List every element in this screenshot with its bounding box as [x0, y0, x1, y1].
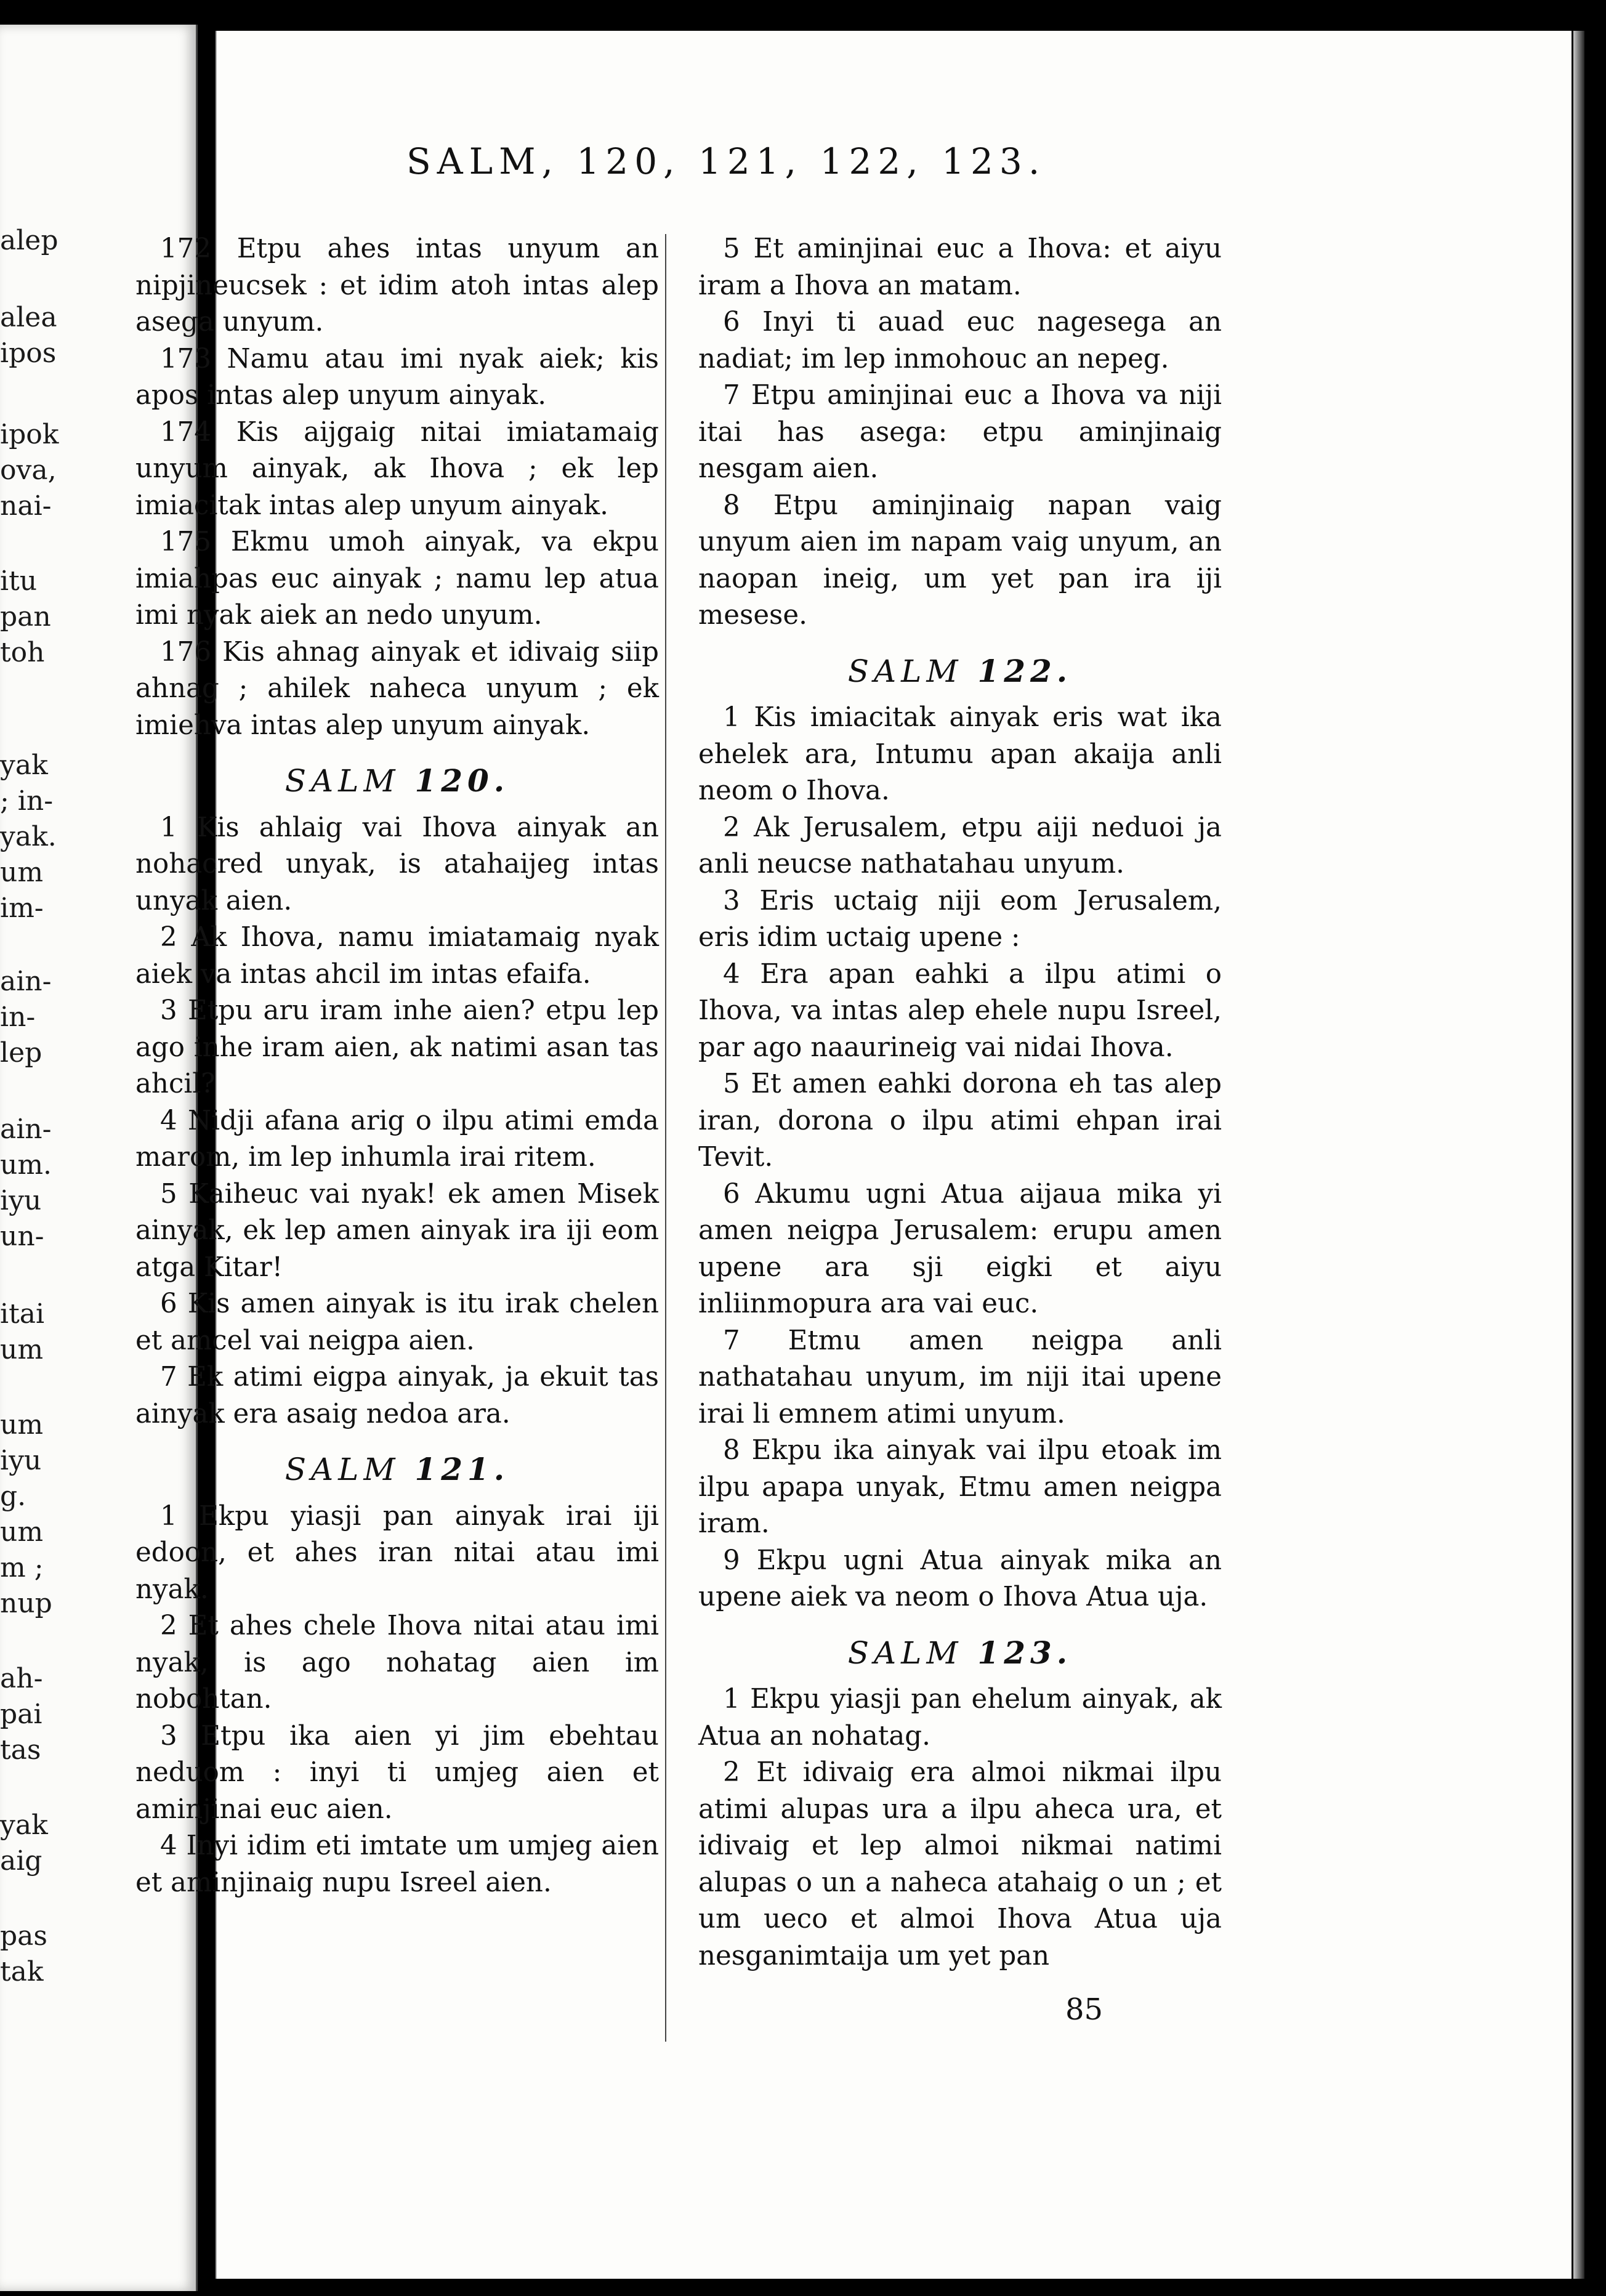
facing-page-fragment: nai-: [0, 490, 52, 522]
verse: 5 Kaiheuc vai nyak! ek amen Misek ainyak, ek lep amen ainyak ira iji eom atga Kitar!: [135, 1178, 659, 1283]
facing-page-fragment: yak: [0, 1809, 48, 1841]
psalm-title: [135, 1451, 659, 1489]
facing-page-fragment: un-: [0, 1221, 44, 1252]
psalm-title: [698, 653, 1222, 690]
facing-page-fragment: g.: [0, 1481, 26, 1512]
psalm-title-number: 120.: [414, 762, 510, 799]
facing-page-fragment: um: [0, 857, 44, 888]
verse: 176 Kis ahnag ainyak et idivaig siip ahnag ; ahilek naheca unyum ; ek imiehva intas alep unyum ainyak.: [135, 636, 659, 741]
facing-page-fragment: ipos: [0, 338, 57, 369]
psalm-title-number: 123.: [977, 1634, 1073, 1671]
verse: 6 Kis amen ainyak is itu irak chelen et amcel vai neigpa aien.: [135, 1288, 659, 1356]
facing-page-fragment: pas: [0, 1920, 47, 1952]
verse: 3 Etpu aru iram inhe aien? etpu lep ago inhe iram aien, ak natimi asan tas ahcil?: [135, 995, 659, 1099]
verse: 5 Et amen eahki dorona eh tas alep iran, dorona o ilpu atimi ehpan irai Tevit.: [698, 1069, 1222, 1173]
verse: 175 Ekmu umoh ainyak, va ekpu imiahpas euc ainyak ; namu lep atua imi nyak aiek an nedo unyum.: [135, 527, 659, 631]
facing-page-fragment: nup: [0, 1588, 52, 1619]
facing-page-fragment: tas: [0, 1734, 41, 1766]
right-column: [698, 231, 1222, 1975]
page-edge-shadow: [1573, 31, 1584, 2279]
facing-page-fragment: ; in-: [0, 785, 54, 817]
facing-page-fragment: iyu: [0, 1445, 42, 1476]
facing-page-fragment: im-: [0, 892, 44, 924]
facing-page-fragment: alea: [0, 302, 57, 333]
facing-page-fragment: yak.: [0, 821, 57, 852]
verse: 2 Et idivaig era almoi nikmai ilpu atimi alupas ura a ilpu aheca ura, et idivaig et lep almoi nikmai natimi alupas o un a naheca atahaig o un ; et um ueco et almoi Ihova Atua uja nesganimtaija um yet pan: [698, 1757, 1222, 1971]
running-header: SALM, 120, 121, 122, 123.: [406, 140, 1046, 182]
facing-page-fragment: ah-: [0, 1663, 43, 1694]
verse: 3 Eris uctaig niji eom Jerusalem, eris idim uctaig upene :: [698, 885, 1222, 953]
facing-page-fragment: ipok: [0, 419, 59, 450]
facing-page-fragment: ova,: [0, 455, 57, 486]
verse: 2 Et ahes chele Ihova nitai atau imi nyak, is ago nohatag aien im nobohtan.: [135, 1611, 659, 1715]
facing-page-fragment: tak: [0, 1956, 44, 1987]
facing-page-fragment: itu: [0, 565, 38, 597]
verse: 172 Etpu ahes intas unyum an nipjineucsek : et idim atoh intas alep asega unyum.: [135, 233, 659, 338]
page-number: 85: [1065, 1992, 1104, 2027]
facing-page-fragment: um: [0, 1516, 44, 1548]
psalm-title-label: SALM: [847, 653, 963, 689]
verse: 5 Et aminjinai euc a Ihova: et aiyu iram a Ihova an matam.: [698, 233, 1222, 301]
facing-page-fragment: m ;: [0, 1552, 44, 1583]
facing-page-fragment: um: [0, 1409, 44, 1441]
verse: 4 Nidji afana arig o ilpu atimi emda marom, im lep inhumla irai ritem.: [135, 1105, 659, 1173]
verse: 7 Etpu aminjinai euc a Ihova va niji itai has asega: etpu aminjinaig nesgam aien.: [698, 380, 1222, 484]
facing-page-fragment: lep: [0, 1037, 42, 1069]
verse: 4 Era apan eahki a ilpu atimi o Ihova, va intas alep ehele nupu Isreel, par ago naaurineig vai nidai Ihova.: [698, 958, 1222, 1063]
facing-page-fragment: toh: [0, 637, 45, 668]
verse: 2 Ak Ihova, namu imiatamaig nyak aiek va intas ahcil im intas efaifa.: [135, 922, 659, 990]
verse: 1 Kis ahlaig vai Ihova ainyak an nohacred unyak, is atahaijeg intas unyak aien.: [135, 812, 659, 916]
psalm-title-number: 121.: [414, 1451, 510, 1487]
facing-page-fragment: aig: [0, 1845, 42, 1877]
verse: 6 Inyi ti auad euc nagesega an nadiat; im lep inmohouc an nepeg.: [698, 307, 1222, 374]
facing-page-fragment: um.: [0, 1149, 52, 1181]
column-divider: [665, 234, 666, 2042]
verse: 8 Ekpu ika ainyak vai ilpu etoak im ilpu apapa unyak, Etmu amen neigpa iram.: [698, 1435, 1222, 1539]
verse: 7 Ek atimi eigpa ainyak, ja ekuit tas ainyak era asaig nedoa ara.: [135, 1362, 659, 1429]
verse: 2 Ak Jerusalem, etpu aiji neduoi ja anli neucse nathatahau unyum.: [698, 812, 1222, 879]
verse: 4 Inyi idim eti imtate um umjeg aien et aminjinaig nupu Isreel aien.: [135, 1830, 659, 1898]
psalm-title-number: 122.: [977, 652, 1073, 689]
facing-page-fragment: in-: [0, 1001, 36, 1033]
verse: 7 Etmu amen neigpa anli nathatahau unyum, im niji itai upene irai li emnem atimi unyum.: [698, 1325, 1222, 1429]
facing-page-fragment: alep: [0, 225, 59, 256]
psalm-title: [135, 762, 659, 800]
facing-page-fragment: um: [0, 1334, 44, 1365]
verse: 1 Ekpu yiasji pan ainyak irai iji edoon, et ahes iran nitai atau imi nyak.: [135, 1500, 659, 1605]
verse: 9 Ekpu ugni Atua ainyak mika an upene aiek va neom o Ihova Atua uja.: [698, 1545, 1222, 1612]
verse: 3 Etpu ika aien yi jim ebehtau neduom : inyi ti umjeg aien et aminjinai euc aien.: [135, 1720, 659, 1825]
verse: 8 Etpu aminjinaig napan vaig unyum aien im napam vaig unyum, an naopan ineig, um yet pan ira iji mesese.: [698, 490, 1222, 631]
psalm-title-label: SALM: [284, 763, 400, 799]
facing-page-fragment: ain-: [0, 966, 52, 997]
psalm-title-label: SALM: [284, 1452, 400, 1487]
verse: 173 Namu atau imi nyak aiek; kis apos intas alep unyum ainyak.: [135, 343, 659, 411]
facing-page-fragment: pan: [0, 601, 51, 633]
psalm-title: [698, 1635, 1222, 1672]
verse: 174 Kis aijgaig nitai imiatamaig unyum ainyak, ak Ihova ; ek lep imiacitak intas alep unyum ainyak.: [135, 416, 659, 521]
facing-page-fragment: pai: [0, 1699, 42, 1730]
left-column: [135, 231, 659, 1901]
psalm-title-label: SALM: [847, 1635, 963, 1671]
facing-page-fragment: itai: [0, 1298, 45, 1330]
facing-page-fragment: yak: [0, 750, 48, 781]
verse: 6 Akumu ugni Atua aijaua mika yi amen neigpa Jerusalem: erupu amen upene ara sji eigki et aiyu inliinmopura ara vai euc.: [698, 1178, 1222, 1319]
verse: 1 Ekpu yiasji pan ehelum ainyak, ak Atua an nohatag.: [698, 1684, 1222, 1752]
verse: 1 Kis imiacitak ainyak eris wat ika ehelek ara, Intumu apan akaija anli neom o Ihova.: [698, 702, 1222, 806]
facing-page-fragment: iyu: [0, 1185, 42, 1216]
facing-page-fragment: ain-: [0, 1114, 52, 1145]
